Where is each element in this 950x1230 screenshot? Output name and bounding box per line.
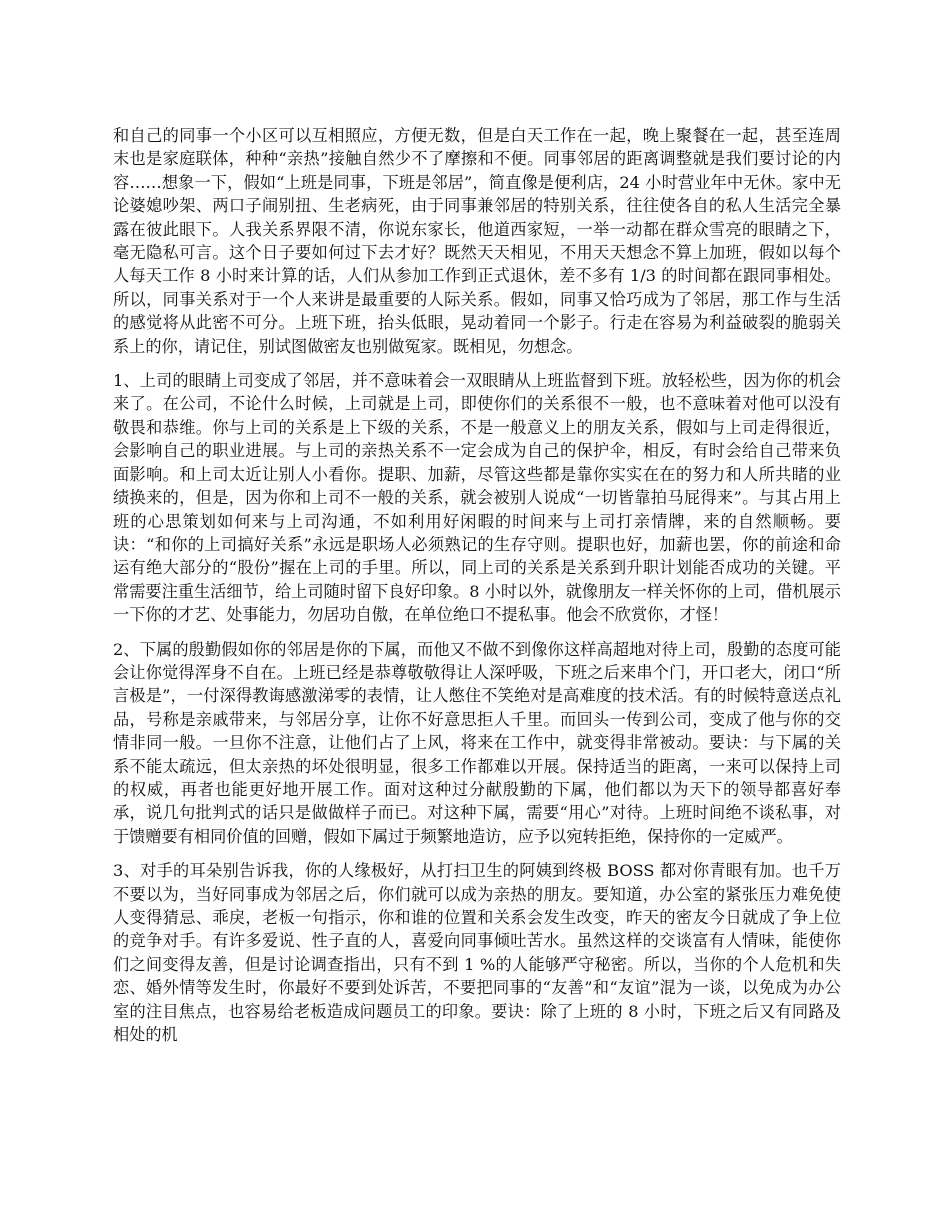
document-body bbox=[113, 124, 841, 1057]
paragraph-section-1: 1、上司的眼睛上司变成了邻居，并不意味着会一双眼睛从上班监督到下班。放轻松些，因为你的机会来了。在公司，不论什么时候，上司就是上司，即使你们的关系很不一般，也不意味着对他可以没有敬畏和恭维。你与上司的关系是上下级的关系，不是一般意义上的朋友关系，假如与上司走得很近，会影响自己的职业进展。与上司的亲热关系不一定会成为自己的保护伞，相反，有时会给自己带来负面影响。和上司太近让别人小看你。提职、加薪，尽管这些都是靠你实实在在的努力和人所共睹的业绩换来的，但是，因为你和上司不一般的关系，就会被别人说成“一切皆靠拍马屁得来”。与其占用上班的心思策划如何来与上司沟通，不如利用好闲暇的时间来与上司打亲情牌，来的自然顺畅。要诀：“和你的上司搞好关系”永远是职场人必须熟记的生存守则。提职也好，加薪也罢，你的前途和命运有绝大部分的“股份”握在上司的手里。所以，同上司的关系是关系到升职计划能否成功的关键。平常需要注重生活细节，给上司随时留下良好印象。8 小时以外，就像朋友一样关怀你的上司，借机展示一下你的才艺、处事能力，勿居功自傲，在单位绝口不提私事。他会不欣赏你，才怪！ bbox=[113, 371, 841, 625]
paragraph-section-3: 3、对手的耳朵别告诉我，你的人缘极好，从打扫卫生的阿姨到终极 BOSS 都对你青眼有加。也千万不要以为，当好同事成为邻居之后，你们就可以成为亲热的朋友。要知道，办公室的紧张压力难免使人变得猜忌、乖戾，老板一句指示，你和谁的位置和关系会发生改变，昨天的密友今日就成了争上位的竞争对手。有许多爱说、性子直的人，喜爱向同事倾吐苦水。虽然这样的交谈富有人情味，能使你们之间变得友善，但是讨论调查指出，只有不到 1 %的人能够严守秘密。所以，当你的个人危机和失恋、婚外情等发生时，你最好不要到处诉苦，不要把同事的“友善”和“友谊”混为一谈，以免成为办公室的注目焦点，也容易给老板造成问题员工的印象。要诀：除了上班的 8 小时，下班之后又有同路及相处的机 bbox=[113, 861, 841, 1045]
paragraph-section-2: 2、下属的殷勤假如你的邻居是你的下属，而他又不做不到像你这样高超地对待上司，殷勤的态度可能会让你觉得浑身不自在。上班已经是恭尊敬敬得让人深呼吸，下班之后来串个门，开口老大，闭口“所言极是”，一付深得教诲感激涕零的表情，让人憋住不笑绝对是高难度的技术活。有的时候特意送点礼品，号称是亲戚带来，与邻居分享，让你不好意思拒人千里。而回头一传到公司，变成了他与你的交情非同一般。一旦你不注意，让他们占了上风，将来在工作中，就变得非常被动。要诀：与下属的关系不能太疏远，但太亲热的坏处很明显，很多工作都难以开展。保持适当的距离，一来可以保持上司的权威，再者也能更好地开展工作。面对这种过分献殷勤的下属，他们都以为天下的领导都喜好奉承，说几句批判式的话只是做做样子而已。对这种下属，需要“用心”对待。上班时间绝不谈私事，对于馈赠要有相同价值的回赠，假如下属过于频繁地造访，应予以宛转拒绝，保持你的一定威严。 bbox=[113, 639, 841, 846]
paragraph-intro: 和自己的同事一个小区可以互相照应，方便无数，但是白天工作在一起，晚上聚餐在一起，甚至连周末也是家庭联体，种种“亲热”接触自然少不了摩擦和不便。同事邻居的距离调整就是我们要讨论的内容……想象一下，假如“上班是同事，下班是邻居”，简直像是便利店，24 小时营业年中无休。家中无论婆媳吵架、两口子闹别扭、生老病死，由于同事兼邻居的特别关系，往往使各自的私人生活完全暴露在彼此眼下。人我关系界限不清，你说东家长，他道西家短，一举一动都在群众雪亮的眼睛之下，毫无隐私可言。这个日子要如何过下去才好？既然天天相见，不用天天想念不算上加班，假如以每个人每天工作 8 小时来计算的话，人们从参加工作到正式退休，差不多有 1/3 的时间都在跟同事相处。所以，同事关系对于一个人来讲是最重要的人际关系。假如，同事又恰巧成为了邻居，那工作与生活的感觉将从此密不可分。上班下班，抬头低眼，晃动着同一个影子。行走在容易为利益破裂的脆弱关系上的你，请记住，别试图做密友也别做冤家。既相见，勿想念。 bbox=[113, 126, 841, 356]
